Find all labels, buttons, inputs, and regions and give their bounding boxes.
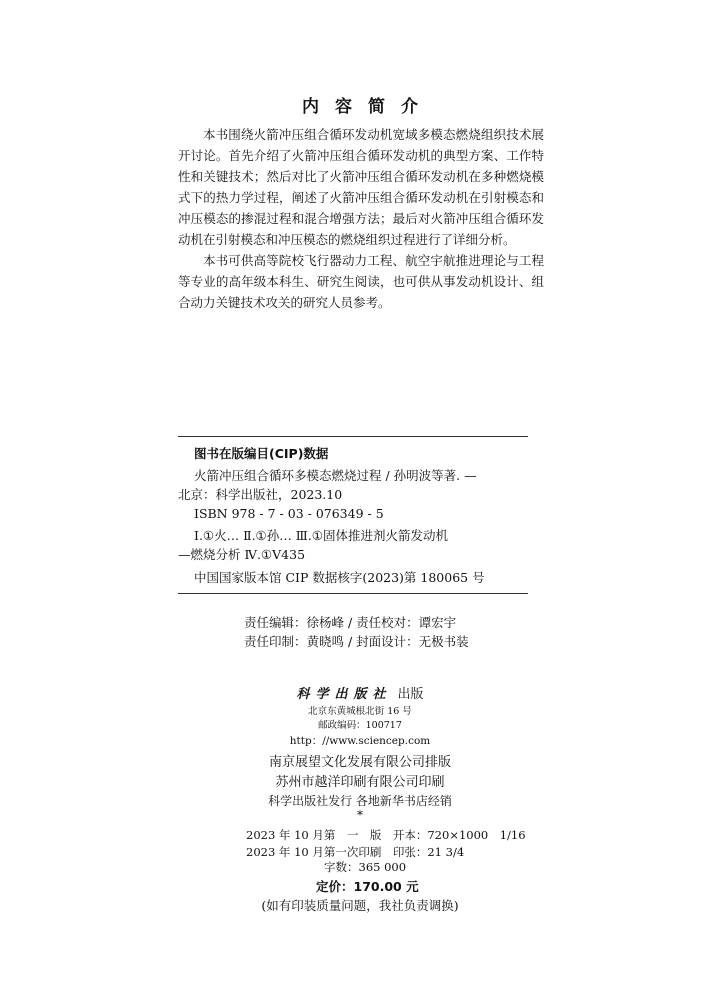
publisher-postcode: 邮政编码：100717	[318, 720, 402, 731]
intro-body	[178, 124, 544, 313]
staff-line-editors: 责任编辑：徐杨峰 / 责任校对：谭宏宇	[244, 615, 457, 630]
publisher-action: 出版	[397, 687, 424, 702]
cip-line-subjects-cont: —燃烧分析 Ⅳ.①V435	[178, 547, 306, 562]
printer-line: 苏州市越洋印刷有限公司印刷	[275, 775, 445, 790]
quality-notice: (如有印装质量问题，我社负责调换)	[261, 898, 459, 913]
intro-title: 内容简介	[302, 97, 434, 117]
cip-line-isbn: ISBN 978 - 7 - 03 - 076349 - 5	[194, 506, 384, 521]
cip-heading: 图书在版编目(CIP)数据	[194, 446, 329, 461]
publisher-address: 北京东黄城根北街 16 号	[308, 706, 412, 717]
cip-top-rule	[178, 436, 528, 437]
staff-line-production: 责任印制：黄晓鸣 / 封面设计：无极书装	[244, 634, 469, 649]
cip-classification	[178, 526, 538, 564]
publisher-line	[0, 683, 720, 702]
cip-catalog-entry	[178, 466, 538, 523]
cip-line-publisher: 北京：科学出版社，2023.10	[178, 487, 343, 502]
wordcount-line: 字数：365 000	[324, 860, 407, 874]
intro-paragraph-1: 本书围绕火箭冲压组合循环发动机宽域多模态燃烧组织技术展开讨论。首先介绍了火箭冲压组合循环发动机的典型方案、工作特性和关键技术；然后对比了火箭冲压组合循环发动机在多种燃烧模式下的热力学过程，阐述了火箭冲压组合循环发动机在引射模态和冲压模态的掺混过程和混合增强方法；最后对火箭冲压组合循环发动机在引射模态和冲压模态的燃烧组织过程进行了详细分析。	[178, 127, 544, 247]
edition-line: 2023 年 10 月第 一 版 开本：720×1000 1/16	[246, 828, 526, 842]
publisher-logo: 科学出版社	[296, 687, 392, 702]
typesetter-line: 南京展望文化发展有限公司排版	[268, 755, 451, 770]
printing-line: 2023 年 10 月第一次印刷 印张：21 3/4	[246, 845, 465, 859]
separator-mark: *	[357, 808, 363, 822]
distribution-line: 科学出版社发行 各地新华书店经销	[268, 794, 452, 808]
cip-line-subjects: Ⅰ.①火… Ⅱ.①孙… Ⅲ.①固体推进剂火箭发动机	[194, 528, 448, 543]
intro-paragraph-2: 本书可供高等院校飞行器动力工程、航空宇航推进理论与工程等专业的高年级本科生、研究生阅读，也可供从事发动机设计、组合动力关键技术攻关的研究人员参考。	[178, 253, 544, 310]
price-line: 定价：170.00 元	[316, 879, 419, 894]
cip-bottom-rule	[178, 593, 528, 594]
cip-line-title: 火箭冲压组合循环多模态燃烧过程 / 孙明波等著. —	[194, 468, 477, 483]
cip-record-number: 中国国家版本馆 CIP 数据核字(2023)第 180065 号	[194, 570, 485, 585]
publisher-website: http：//www.sciencep.com	[289, 735, 431, 747]
editorial-staff	[244, 613, 469, 651]
